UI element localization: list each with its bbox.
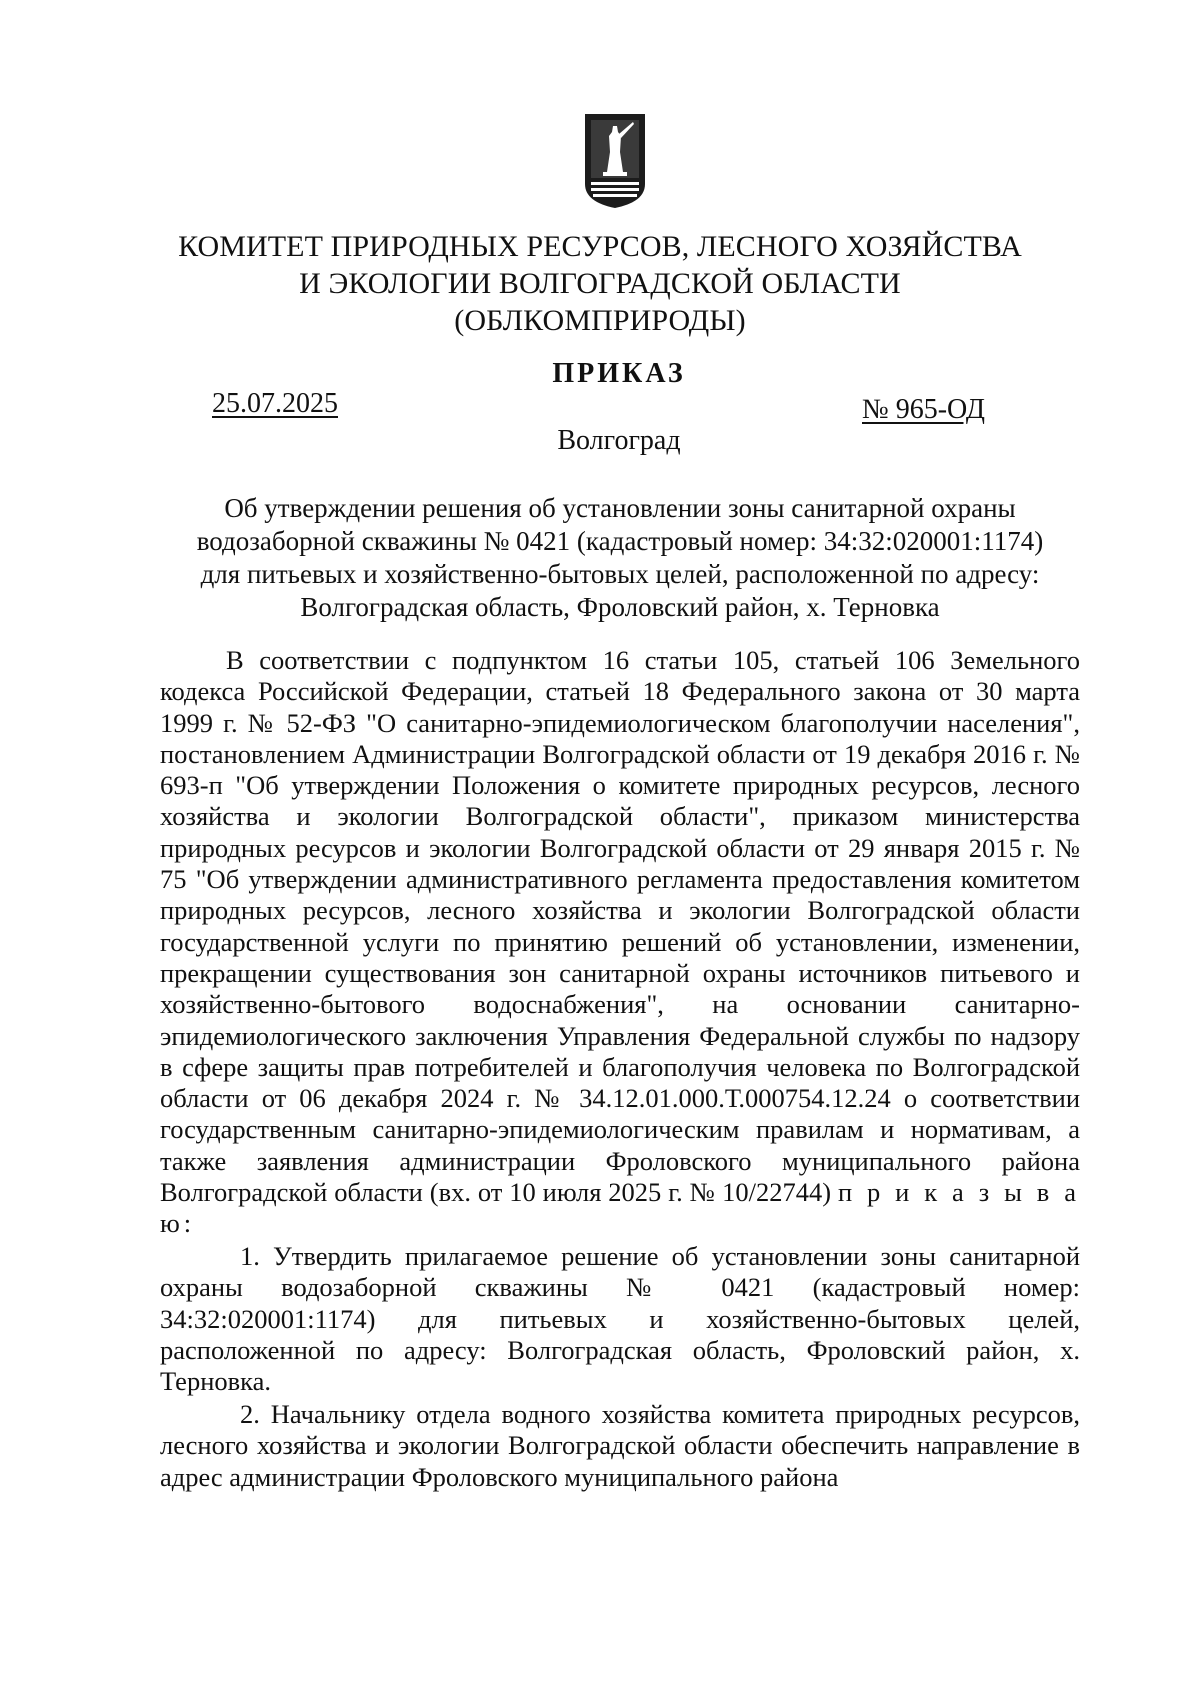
document-number: № 965-ОД [862, 394, 985, 425]
subject-line-1: Об утверждении решения об установлении зоны санитарной охраны [224, 493, 1016, 523]
coat-of-arms-icon [583, 112, 647, 210]
order-item-1: 1. Утвердить прилагаемое решение об установлении зоны санитарной охраны водозаборной скважины № 0421 (кадастровый номер: 34:32:020001:1174) для питьевых и хозяйственно-бытовых целей, расположенной по адресу: Волгоградская область, Фроловский район, х. Терновка. [160, 1241, 1080, 1397]
document-subject [150, 492, 1090, 624]
authority-line-3: (ОБЛКОМПРИРОДЫ) [454, 304, 746, 337]
document-type: ПРИКАЗ [552, 358, 686, 389]
document-date: 25.07.2025 [212, 388, 338, 419]
document-city: Волгоград [557, 425, 681, 456]
authority-line-2: И ЭКОЛОГИИ ВОЛГОГРАДСКОЙ ОБЛАСТИ [299, 267, 901, 300]
preamble-text: В соответствии с подпунктом 16 статьи 105, статьей 106 Земельного кодекса Российской Федерации, статьей 18 Федерального закона от 30 марта 1999 г. № 52-ФЗ "О санитарно-эпидемиологическом благополучии населения", постановлением Администрации Волгоградской области от 19 декабря 2016 г. № 693-п "Об утверждении Положения о комитете природных ресурсов, лесного хозяйства и экологии Волгоградской области", приказом министерства природных ресурсов и экологии Волгоградской области от 29 января 2015 г. № 75 "Об утверждении административного регламента предоставления комитетом природных ресурсов, лесного хозяйства и экологии Волгоградской области государственной услуги по принятию решений об установлении, изменении, прекращении существования зон санитарной охраны источников питьевого и хозяйственно-бытового водоснабжения", на основании санитарно-эпидемиологического заключения Управления Федеральной службы по надзору в сфере защиты прав потребителей и благополучия человека по Волгоградской области от 06 декабря 2024 г. № 34.12.01.000.Т.000754.12.24 о соответствии государственным санитарно-эпидемиологическим правилам и нормативам, а также заявления администрации Фроловского муниципального района Волгоградской области (вх. от 10 июля 2025 г. № 10/22744) [160, 645, 1080, 1208]
subject-line-3: для питьевых и хозяйственно-бытовых целей, расположенной по адресу: [200, 559, 1040, 589]
order-word: п р и к а з ы в а ю: [160, 1177, 1080, 1239]
subject-line-4: Волгоградская область, Фроловский район, х. Терновка [300, 592, 940, 622]
document-body [160, 645, 1080, 1495]
authority-line-1: КОМИТЕТ ПРИРОДНЫХ РЕСУРСОВ, ЛЕСНОГО ХОЗЯЙСТВА [178, 230, 1022, 263]
order-item-2: 2. Начальнику отдела водного хозяйства комитета природных ресурсов, лесного хозяйства и экологии Волгоградской области обеспечить направление в адрес администрации Фроловского муниципального района [160, 1399, 1080, 1492]
subject-line-2: водозаборной скважины № 0421 (кадастровый номер: 34:32:020001:1174) [196, 526, 1044, 556]
preamble-paragraph [160, 645, 1080, 1240]
issuing-authority [100, 228, 1100, 339]
